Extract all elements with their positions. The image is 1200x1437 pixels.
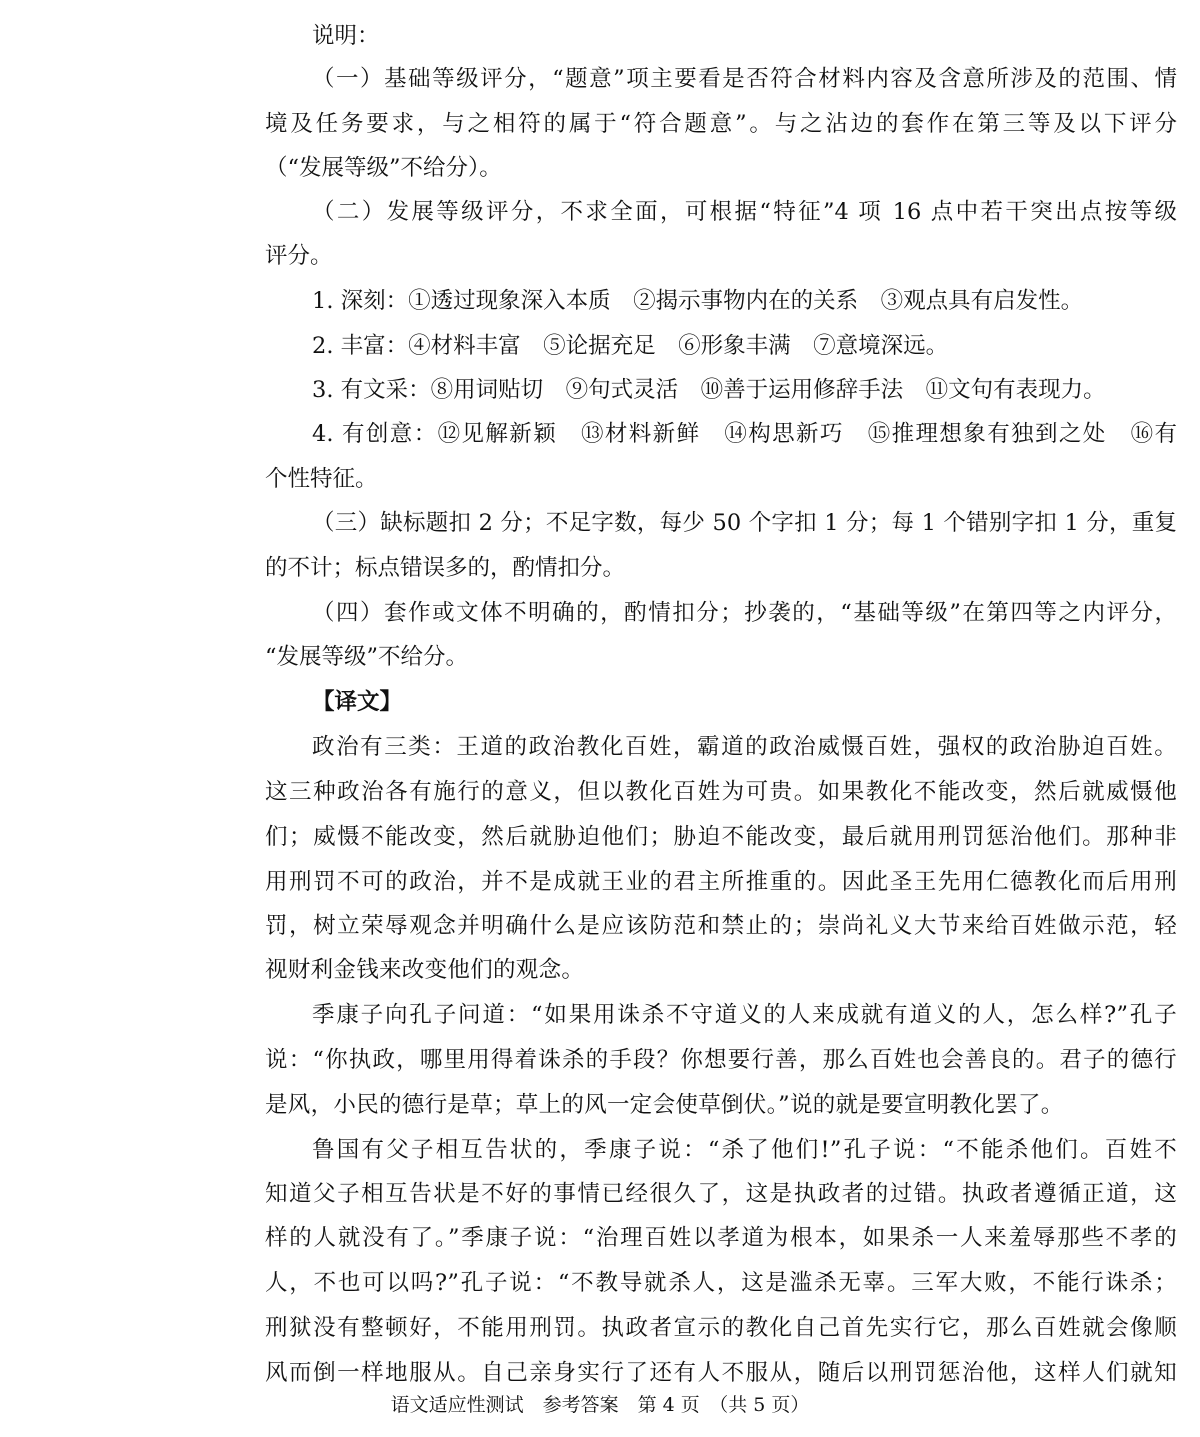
translation-line-15: 风而倒一样地服从。自己亲身实行了还有人不服从，随后以刑罚惩治他，这样人们就知 [265,1360,1177,1386]
translation-line-1: 政治有三类：王道的政治教化百姓，霸道的政治威慑百姓，强权的政治胁迫百姓。 [312,734,1177,760]
notes-item-rich: 2. 丰富：④材料丰富 ⑤论据充足 ⑥形象丰满 ⑦意境深远。 [312,333,949,359]
translation-line-12: 样的人就没有了。”季康子说：“治理百姓以孝道为根本，如果杀一人来羞辱那些不孝的 [265,1225,1177,1251]
notes-line-11: （三）缺标题扣 2 分；不足字数，每少 50 个字扣 1 分；每 1 个错别字扣 1 分，重复 [312,510,1177,536]
translation-line-4: 用刑罚不可的政治，并不是成就王业的君主所推重的。因此圣王先用仁德教化而后用刑 [265,869,1177,895]
translation-line-14: 刑狱没有整顿好，不能用刑罚。执政者宣示的教化自己首先实行它，那么百姓就会像顺 [265,1315,1177,1341]
notes-line-2: 境及任务要求，与之相符的属于“符合题意”。与之沾边的套作在第三等及以下评分 [265,111,1177,137]
notes-line-5: 评分。 [265,243,333,269]
translation-line-9: 是风，小民的德行是草；草上的风一定会使草倒伏。”说的就是要宣明教化罢了。 [265,1092,1064,1118]
notes-line-1: （一）基础等级评分，“题意”项主要看是否符合材料内容及含意所涉及的范围、情 [312,66,1177,92]
translation-line-8: 说：“你执政，哪里用得着诛杀的手段？你想要行善，那么百姓也会善良的。君子的德行 [265,1047,1177,1073]
notes-title: 说明： [312,23,380,49]
notes-line-14: “发展等级”不给分。 [265,644,469,670]
translation-line-3: 们；威慑不能改变，然后就胁迫他们；胁迫不能改变，最后就用刑罚惩治他们。那种非 [265,824,1177,850]
notes-line-3: （“发展等级”不给分）。 [265,155,502,181]
notes-line-10: 个性特征。 [265,466,378,492]
notes-line-4: （二）发展等级评分，不求全面，可根据“特征”4 项 16 点中若干突出点按等级 [312,199,1177,225]
translation-line-6: 视财利金钱来改变他们的观念。 [265,957,585,983]
translation-line-2: 这三种政治各有施行的意义，但以教化百姓为可贵。如果教化不能改变，然后就威慑他 [265,779,1177,805]
notes-line-13: （四）套作或文体不明确的，酌情扣分；抄袭的，“基础等级”在第四等之内评分， [312,600,1177,626]
translation-line-11: 知道父子相互告状是不好的事情已经很久了，这是执政者的过错。执政者遵循正道，这 [265,1181,1177,1207]
translation-line-13: 人，不也可以吗?”孔子说：“不教导就杀人，这是滥杀无辜。三军大败，不能行诛杀； [265,1270,1177,1296]
notes-item-deep: 1. 深刻：①透过现象深入本质 ②揭示事物内在的关系 ③观点具有启发性。 [312,288,1084,314]
translation-line-5: 罚，树立荣辱观念并明确什么是应该防范和禁止的；崇尚礼义大节来给百姓做示范，轻 [265,913,1177,939]
translation-heading: 【译文】 [312,689,403,715]
page-footer: 语文适应性测试 参考答案 第 4 页 （共 5 页） [390,1394,810,1416]
translation-line-7: 季康子向孔子问道：“如果用诛杀不守道义的人来成就有道义的人，怎么样?”孔子 [312,1002,1177,1028]
notes-item-style: 3. 有文采：⑧用词贴切 ⑨句式灵活 ⑩善于运用修辞手法 ⑪文句有表现力。 [312,377,1106,403]
translation-line-10: 鲁国有父子相互告状的，季康子说：“杀了他们!”孔子说：“不能杀他们。百姓不 [312,1137,1177,1163]
notes-line-12: 的不计；标点错误多的，酌情扣分。 [265,555,626,581]
notes-item-creative: 4. 有创意：⑫见解新颖 ⑬材料新鲜 ⑭构思新巧 ⑮推理想象有独到之处 ⑯有 [312,421,1177,447]
